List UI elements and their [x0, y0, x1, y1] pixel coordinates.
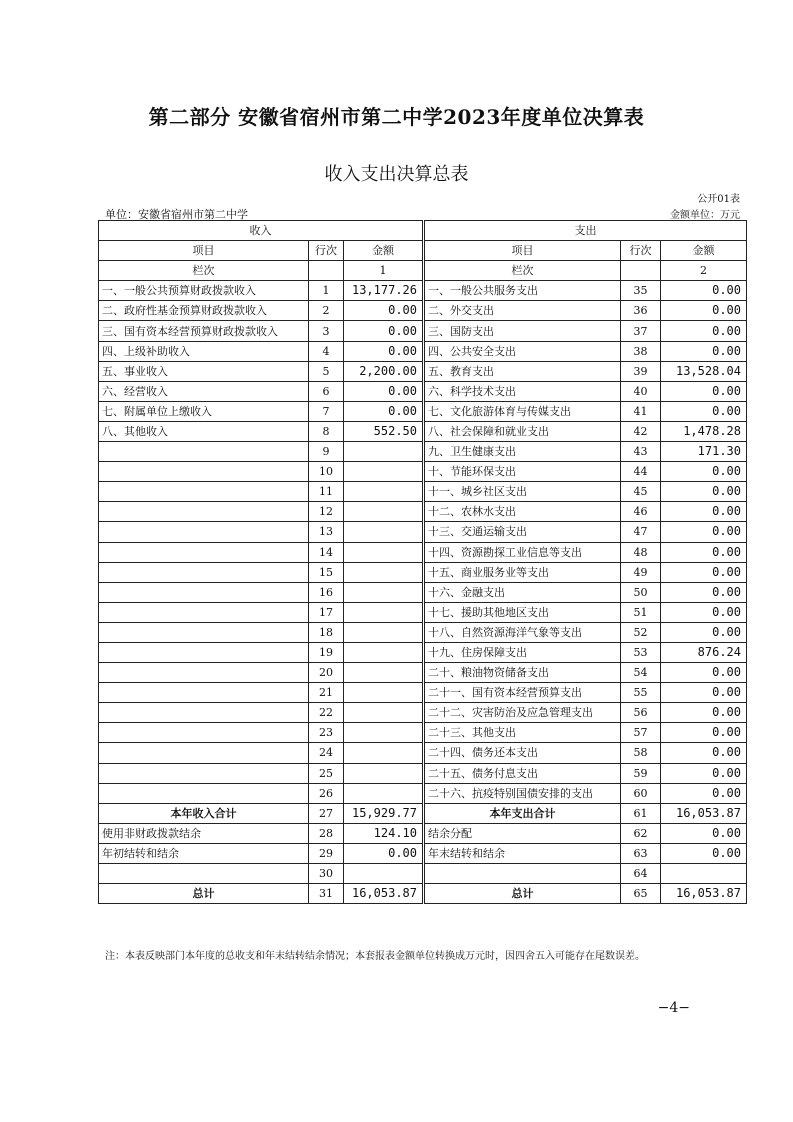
- income-amount: [344, 703, 424, 723]
- expense-row-number: 42: [621, 421, 661, 441]
- income-item: [99, 723, 309, 743]
- income-row-number: 9: [309, 442, 344, 462]
- income-amount: [344, 622, 424, 642]
- table-row: [99, 341, 747, 361]
- table-row: [99, 642, 747, 662]
- income-amount: [344, 663, 424, 683]
- expense-amount: 0.00: [661, 582, 747, 602]
- expense-row-number: 38: [621, 341, 661, 361]
- expense-item: 十四、资源勘探工业信息等支出: [424, 542, 621, 562]
- form-code: 公开01表: [697, 194, 740, 205]
- expense-row-number: 43: [621, 442, 661, 462]
- expense-amount: 0.00: [661, 502, 747, 522]
- expense-item: 九、卫生健康支出: [424, 442, 621, 462]
- income-item: [99, 743, 309, 763]
- table-row: [99, 683, 747, 703]
- income-amount: [344, 522, 424, 542]
- expense-item: 十六、金融支出: [424, 582, 621, 602]
- expense-amount: 0.00: [661, 301, 747, 321]
- income-row-number: 8: [309, 421, 344, 441]
- income-row-number: 12: [309, 502, 344, 522]
- expense-item: 十、节能环保支出: [424, 462, 621, 482]
- income-amount: [344, 743, 424, 763]
- income-item: 三、国有资本经营预算财政拨款收入: [99, 321, 309, 341]
- income-row-number: 16: [309, 582, 344, 602]
- expense-item: 六、科学技术支出: [424, 381, 621, 401]
- income-row-number: 31: [309, 884, 344, 904]
- expense-item: 二、外交支出: [424, 301, 621, 321]
- expense-amount: 0.00: [661, 823, 747, 843]
- income-row-number: 20: [309, 663, 344, 683]
- expense-amount: 876.24: [661, 642, 747, 662]
- income-item: [99, 542, 309, 562]
- income-row-number: 19: [309, 642, 344, 662]
- table-row: [99, 783, 747, 803]
- income-amount: 552.50: [344, 421, 424, 441]
- expense-item: 本年支出合计: [424, 803, 621, 823]
- income-row-number: 7: [309, 401, 344, 421]
- income-item: 八、其他收入: [99, 421, 309, 441]
- expense-row-number: 60: [621, 783, 661, 803]
- income-row-number: 23: [309, 723, 344, 743]
- table-row: [99, 401, 747, 421]
- income-row-number: 17: [309, 602, 344, 622]
- income-item: 年初结转和结余: [99, 843, 309, 863]
- income-item: [99, 462, 309, 482]
- expense-amount: 0.00: [661, 763, 747, 783]
- income-row-number: 1: [309, 281, 344, 301]
- table-row: [99, 763, 747, 783]
- expense-item: 四、公共安全支出: [424, 341, 621, 361]
- expense-item: 二十三、其他支出: [424, 723, 621, 743]
- income-item: 六、经营收入: [99, 381, 309, 401]
- expense-amount: 13,528.04: [661, 361, 747, 381]
- income-item: 五、事业收入: [99, 361, 309, 381]
- income-amount: [344, 763, 424, 783]
- table-row: [99, 421, 747, 441]
- expense-amount: [661, 864, 747, 884]
- income-item: [99, 783, 309, 803]
- income-row-number: 29: [309, 843, 344, 863]
- expense-row-number: 56: [621, 703, 661, 723]
- income-amount: [344, 864, 424, 884]
- table-row: [99, 502, 747, 522]
- income-row-number: 28: [309, 823, 344, 843]
- income-amount: 15,929.77: [344, 803, 424, 823]
- income-col-number: 1: [344, 261, 424, 281]
- expense-row-number: 57: [621, 723, 661, 743]
- expense-amount: 0.00: [661, 562, 747, 582]
- expense-item: 二十、粮油物资储备支出: [424, 663, 621, 683]
- income-item: [99, 683, 309, 703]
- expense-item: 二十五、债务付息支出: [424, 763, 621, 783]
- income-row-number: 14: [309, 542, 344, 562]
- expense-col-number: 2: [661, 261, 747, 281]
- income-row-number: 11: [309, 482, 344, 502]
- income-item: 本年收入合计: [99, 803, 309, 823]
- table-row: [99, 381, 747, 401]
- table-row: [99, 522, 747, 542]
- income-row-number: 2: [309, 301, 344, 321]
- expense-row-number: 53: [621, 642, 661, 662]
- table-row: [99, 442, 747, 462]
- table-row: [99, 663, 747, 683]
- expense-row-number: 40: [621, 381, 661, 401]
- expense-item: 二十二、灾害防治及应急管理支出: [424, 703, 621, 723]
- expense-amount-header: 金额: [661, 241, 747, 261]
- expense-item-header: 项目: [424, 241, 621, 261]
- expense-amount: 0.00: [661, 743, 747, 763]
- income-amount: 0.00: [344, 381, 424, 401]
- income-amount: 13,177.26: [344, 281, 424, 301]
- expense-amount: 16,053.87: [661, 803, 747, 823]
- expense-col-label: 栏次: [424, 261, 621, 281]
- income-item: [99, 642, 309, 662]
- table-row: [99, 462, 747, 482]
- income-item: [99, 622, 309, 642]
- income-item: [99, 482, 309, 502]
- expense-col-blank: [621, 261, 661, 281]
- income-col-blank: [309, 261, 344, 281]
- income-amount: [344, 602, 424, 622]
- income-amount: 0.00: [344, 843, 424, 863]
- expense-row-number: 51: [621, 602, 661, 622]
- expense-item: 十五、商业服务业等支出: [424, 562, 621, 582]
- income-amount: [344, 642, 424, 662]
- expense-row-number: 49: [621, 562, 661, 582]
- income-item: [99, 502, 309, 522]
- income-row-number: 6: [309, 381, 344, 401]
- expense-row-number: 62: [621, 823, 661, 843]
- income-row-number: 3: [309, 321, 344, 341]
- table-row: [99, 602, 747, 622]
- expense-row-number: 55: [621, 683, 661, 703]
- expense-row-number: 44: [621, 462, 661, 482]
- income-amount-header: 金额: [344, 241, 424, 261]
- expense-amount: 171.30: [661, 442, 747, 462]
- expense-item: 二十一、国有资本经营预算支出: [424, 683, 621, 703]
- expense-amount: 0.00: [661, 462, 747, 482]
- income-amount: [344, 442, 424, 462]
- expense-row-number: 50: [621, 582, 661, 602]
- income-row-number: 25: [309, 763, 344, 783]
- expense-amount: 0.00: [661, 321, 747, 341]
- income-row-number: 27: [309, 803, 344, 823]
- unit-label: 单位：安徽省宿州市第二中学: [105, 208, 248, 221]
- table-row: [99, 301, 747, 321]
- income-amount: 16,053.87: [344, 884, 424, 904]
- expense-item: 二十六、抗疫特别国债安排的支出: [424, 783, 621, 803]
- income-row-number: 4: [309, 341, 344, 361]
- income-amount: [344, 783, 424, 803]
- expense-row-number: 45: [621, 482, 661, 502]
- income-amount: 0.00: [344, 401, 424, 421]
- expense-row-number: 58: [621, 743, 661, 763]
- income-item: 七、附属单位上缴收入: [99, 401, 309, 421]
- expense-amount: 0.00: [661, 482, 747, 502]
- table-row: [99, 361, 747, 381]
- income-amount: 0.00: [344, 301, 424, 321]
- income-item: 四、上级补助收入: [99, 341, 309, 361]
- table-row: [99, 582, 747, 602]
- income-amount: [344, 482, 424, 502]
- table-row: [99, 622, 747, 642]
- table-title: 收入支出决算总表: [324, 164, 469, 185]
- income-row-number: 10: [309, 462, 344, 482]
- income-item: 二、政府性基金预算财政拨款收入: [99, 301, 309, 321]
- income-item: [99, 522, 309, 542]
- table-note: 注：本表反映部门本年度的总收支和年末结转结余情况；本套报表金额单位转换成万元时，因四舍五入可能存在尾数误差。: [105, 951, 645, 962]
- income-amount: [344, 542, 424, 562]
- expense-amount: 0.00: [661, 602, 747, 622]
- expense-item: 年末结转和结余: [424, 843, 621, 863]
- expense-amount: 0.00: [661, 401, 747, 421]
- income-amount: 0.00: [344, 341, 424, 361]
- table-row: [99, 803, 747, 823]
- income-item: [99, 582, 309, 602]
- expense-row-number: 52: [621, 622, 661, 642]
- table-row: [99, 823, 747, 843]
- expense-amount: 0.00: [661, 683, 747, 703]
- expense-item: 二十四、债务还本支出: [424, 743, 621, 763]
- income-expense-table: [98, 220, 747, 904]
- income-amount: [344, 502, 424, 522]
- table-row: [99, 703, 747, 723]
- income-amount: 124.10: [344, 823, 424, 843]
- expense-row-number: 39: [621, 361, 661, 381]
- expense-item: 八、社会保障和就业支出: [424, 421, 621, 441]
- expense-row-number: 48: [621, 542, 661, 562]
- expense-amount: 0.00: [661, 622, 747, 642]
- expense-rowno-header: 行次: [621, 241, 661, 261]
- expense-row-number: 61: [621, 803, 661, 823]
- income-row-number: 18: [309, 622, 344, 642]
- income-item-header: 项目: [99, 241, 309, 261]
- expense-amount: 0.00: [661, 522, 747, 542]
- table-row: [99, 843, 747, 863]
- expense-amount: 1,478.28: [661, 421, 747, 441]
- income-row-number: 26: [309, 783, 344, 803]
- expense-item: 十二、农林水支出: [424, 502, 621, 522]
- expense-row-number: 36: [621, 301, 661, 321]
- expense-row-number: 64: [621, 864, 661, 884]
- income-row-number: 21: [309, 683, 344, 703]
- income-item: [99, 663, 309, 683]
- income-row-number: 22: [309, 703, 344, 723]
- expense-row-number: 65: [621, 884, 661, 904]
- expense-row-number: 41: [621, 401, 661, 421]
- expense-amount: 0.00: [661, 843, 747, 863]
- expense-row-number: 37: [621, 321, 661, 341]
- income-row-number: 5: [309, 361, 344, 381]
- table-row: [99, 743, 747, 763]
- income-row-number: 13: [309, 522, 344, 542]
- income-col-label: 栏次: [99, 261, 309, 281]
- income-header: 收入: [99, 221, 424, 241]
- expense-amount: 0.00: [661, 542, 747, 562]
- income-amount: [344, 582, 424, 602]
- table-row: [99, 281, 747, 301]
- income-amount: [344, 683, 424, 703]
- expense-item: 五、教育支出: [424, 361, 621, 381]
- expense-row-number: 47: [621, 522, 661, 542]
- income-rowno-header: 行次: [309, 241, 344, 261]
- expense-amount: 0.00: [661, 783, 747, 803]
- income-item: 一、一般公共预算财政拨款收入: [99, 281, 309, 301]
- table-row: [99, 321, 747, 341]
- income-item: [99, 763, 309, 783]
- expense-row-number: 35: [621, 281, 661, 301]
- column-header-row: [99, 241, 747, 261]
- expense-amount: 0.00: [661, 663, 747, 683]
- amount-unit-label: 金额单位：万元: [670, 210, 740, 221]
- expense-item: 十九、住房保障支出: [424, 642, 621, 662]
- expense-item: 十七、援助其他地区支出: [424, 602, 621, 622]
- income-row-number: 15: [309, 562, 344, 582]
- income-amount: [344, 723, 424, 743]
- expense-row-number: 63: [621, 843, 661, 863]
- expense-item: 十八、自然资源海洋气象等支出: [424, 622, 621, 642]
- page-title: 第二部分 安徽省宿州市第二中学2023年度单位决算表: [148, 105, 645, 129]
- expense-item: 一、一般公共服务支出: [424, 281, 621, 301]
- expense-row-number: 54: [621, 663, 661, 683]
- expense-item: 十三、交通运输支出: [424, 522, 621, 542]
- expense-item: 七、文化旅游体育与传媒支出: [424, 401, 621, 421]
- expense-item: 十一、城乡社区支出: [424, 482, 621, 502]
- income-item: [99, 703, 309, 723]
- expense-amount: 0.00: [661, 281, 747, 301]
- expense-item: 总计: [424, 884, 621, 904]
- income-amount: [344, 462, 424, 482]
- income-item: [99, 864, 309, 884]
- table-row: [99, 542, 747, 562]
- table-row: [99, 723, 747, 743]
- expense-amount: 0.00: [661, 703, 747, 723]
- table-row: [99, 562, 747, 582]
- income-item: 使用非财政拨款结余: [99, 823, 309, 843]
- expense-amount: 0.00: [661, 723, 747, 743]
- table-row: [99, 482, 747, 502]
- expense-amount: 16,053.87: [661, 884, 747, 904]
- income-item: [99, 562, 309, 582]
- expense-row-number: 46: [621, 502, 661, 522]
- expense-item: 结余分配: [424, 823, 621, 843]
- page-number: −4−: [657, 1000, 690, 1016]
- income-row-number: 24: [309, 743, 344, 763]
- income-amount: 0.00: [344, 321, 424, 341]
- income-row-number: 30: [309, 864, 344, 884]
- income-item: [99, 602, 309, 622]
- section-header-row: [99, 221, 747, 241]
- income-amount: [344, 562, 424, 582]
- expense-row-number: 59: [621, 763, 661, 783]
- expense-header: 支出: [424, 221, 747, 241]
- income-item: [99, 442, 309, 462]
- expense-amount: 0.00: [661, 381, 747, 401]
- table-row: [99, 864, 747, 884]
- income-amount: 2,200.00: [344, 361, 424, 381]
- column-label-row: [99, 261, 747, 281]
- expense-item: 三、国防支出: [424, 321, 621, 341]
- income-item: 总计: [99, 884, 309, 904]
- expense-item: [424, 864, 621, 884]
- table-row: [99, 884, 747, 904]
- expense-amount: 0.00: [661, 341, 747, 361]
